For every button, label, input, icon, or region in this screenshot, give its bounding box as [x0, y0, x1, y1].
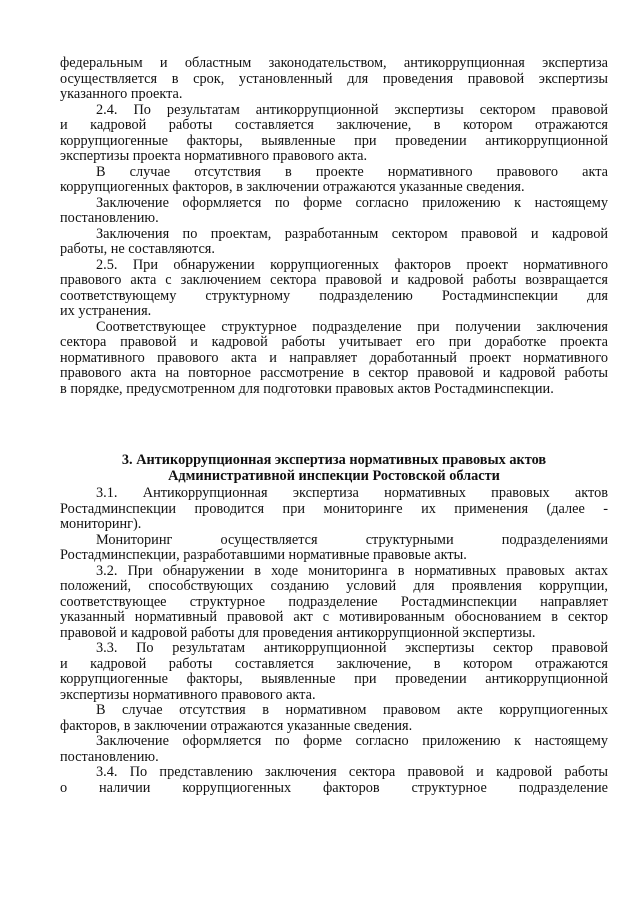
text-line: Мониторинг осуществляется структурными подразделениями — [96, 531, 608, 548]
text-line: Ростадминспекции, разработавшими нормативные правовые акты. — [60, 547, 467, 563]
text-line: правовой и кадровой работы для проведения антикоррупционной экспертизы. — [60, 624, 536, 641]
text-line: их устранения. — [60, 303, 152, 319]
text-line: коррупциогенных факторов, в заключении отражаются указанные сведения. — [60, 179, 525, 195]
section-2-continuation — [60, 56, 608, 397]
text-line: Заключение оформляется по форме согласно приложению к настоящему — [96, 733, 608, 749]
text-line: соответствующее структурное подразделение Ростадминспекции направляет — [60, 593, 608, 610]
text-line: экспертизы проекта нормативного правового акта. — [60, 148, 368, 164]
text-line: и кадровой работы составляется заключение, в котором отражаются — [60, 117, 608, 133]
text-line: соответствующему структурному подразделению Ростадминспекции для — [60, 287, 608, 304]
text-line: 3.4. По представлению заключения сектора правовой и кадровой работы — [96, 764, 608, 780]
text-line: коррупциогенные факторы, выявленные при проведении антикоррупционной — [60, 132, 608, 149]
text-line: коррупциогенные факторы, выявленные при проведении антикоррупционной — [60, 671, 608, 687]
text-line: нормативного правового акта и направляет доработанный проект нормативного — [60, 349, 608, 366]
text-line: Ростадминспекции проводится при мониторинге их применения (далее - — [60, 500, 608, 517]
text-line: экспертизы нормативного правового акта. — [60, 686, 316, 703]
text-line: указанного проекта. — [60, 86, 183, 102]
section-3-heading-line: Административной инспекции Ростовской области — [168, 467, 500, 484]
text-line: о наличии коррупциогенных факторов структурное подразделение — [60, 779, 608, 796]
text-line: осуществляется в срок, установленный для проведения правовой экспертизы — [60, 70, 608, 87]
text-line: Заключение оформляется по форме согласно приложению к настоящему — [96, 194, 608, 211]
text-line: 3.3. По результатам антикоррупционной экспертизы сектор правовой — [96, 640, 608, 656]
text-line: правового акта на повторное рассмотрение в сектор правовой и кадровой работы — [60, 365, 608, 381]
text-line: указанный нормативный правовой акт с мотивированным обоснованием в сектор — [60, 609, 608, 625]
section-3-body — [60, 486, 608, 796]
text-line: Соответствующее структурное подразделение при получении заключения — [96, 318, 608, 335]
text-line: постановлению. — [60, 748, 159, 765]
text-line: 2.4. По результатам антикоррупционной экспертизы сектором правовой — [96, 101, 608, 118]
text-line: факторов, в заключении отражаются указанные сведения. — [60, 717, 413, 734]
text-line: В случае отсутствия в проекте нормативного правового акта — [96, 163, 608, 180]
text-line: положений, способствующих созданию условий для проявления коррупции, — [60, 578, 608, 594]
section-3-heading — [60, 453, 608, 484]
text-line: 3.1. Антикоррупционная экспертиза нормативных правовых актов — [96, 485, 608, 501]
text-line: Заключения по проектам, разработанным сектором правовой и кадровой — [96, 225, 608, 242]
text-line: 2.5. При обнаружении коррупциогенных факторов проект нормативного — [96, 256, 608, 273]
text-line: сектора правовой и кадровой работы учитывает его при доработке проекта — [60, 334, 608, 350]
text-line: правового акта с заключением сектора правовой и кадровой работы возвращается — [60, 272, 608, 288]
text-line: в порядке, предусмотренном для подготовки правовых актов Ростадминспекции. — [60, 380, 554, 397]
text-line: работы, не составляются. — [60, 241, 215, 257]
text-line: федеральным и областным законодательством, антикоррупционная экспертиза — [60, 55, 608, 71]
text-line: 3.2. При обнаружении в ходе мониторинга в нормативных правовых актах — [96, 562, 608, 579]
section-3-heading-line: 3. Антикоррупционная экспертиза нормативных правовых актов — [121, 452, 547, 468]
text-line: и кадровой работы составляется заключение, в котором отражаются — [60, 655, 608, 672]
text-line: мониторинг). — [60, 516, 142, 532]
text-line: постановлению. — [60, 210, 159, 226]
text-line: В случае отсутствия в нормативном правовом акте коррупциогенных — [96, 702, 608, 718]
